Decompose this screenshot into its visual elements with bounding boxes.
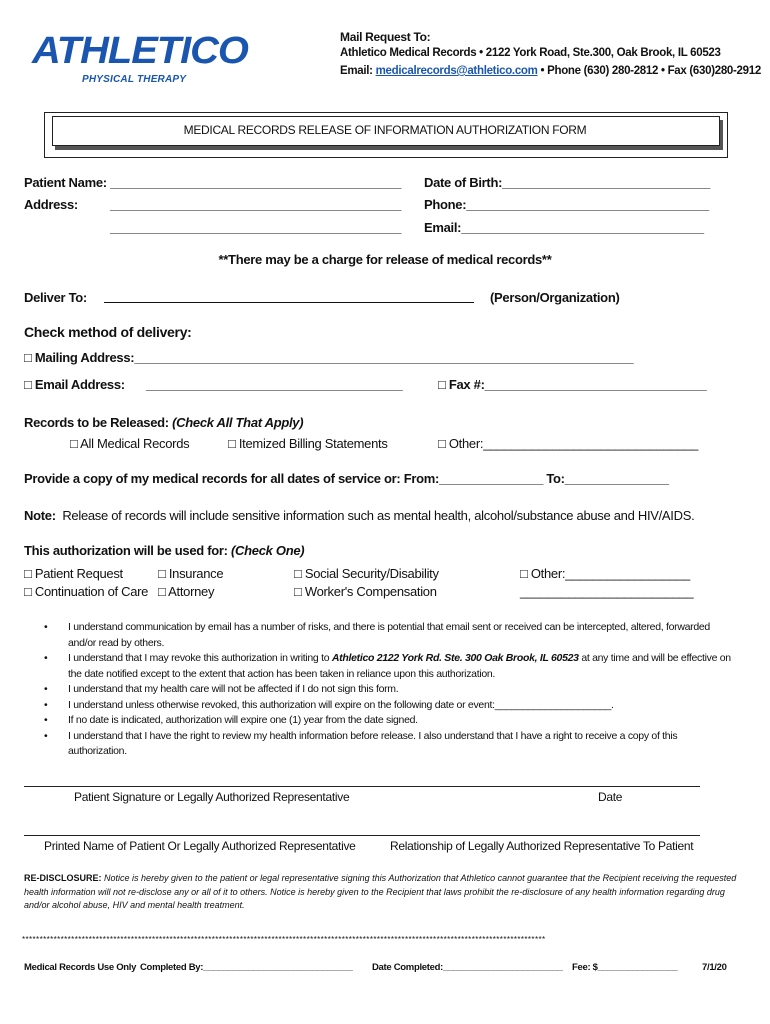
email-address-option[interactable]: □ Email Address: xyxy=(24,377,125,392)
records-heading-text: Records to be Released: xyxy=(24,415,173,430)
list-item: • I understand that I may revoke this authorization in writing to Athletico 2122 York Rd. Ste. 300 Oak Brook, IL 60523 at any time and will be effective on the date notified except to the extent that action has been taken in reliance upon this authorization. xyxy=(44,652,731,680)
use-heading xyxy=(24,543,304,558)
form-version: 7/1/20 xyxy=(702,962,727,973)
bullet-text: If no date is indicated, authorization will expire one (1) year from the date signed. xyxy=(68,714,418,726)
list-item: • I understand that I have the right to review my health information before release. I also understand that I have a right to receive a copy of this authorization. xyxy=(44,729,678,757)
note-text: Release of records will include sensitive information such as mental health, alcohol/substance abuse and HIV/AIDS. xyxy=(62,508,695,523)
bullet-text: I understand that I may revoke this authorization in writing to xyxy=(68,652,332,664)
divider-stars: ***************************************************************************************************************************************************** xyxy=(22,935,546,944)
phone-fax: • Phone (630) 280-2812 • Fax (630)280-2912 xyxy=(537,65,761,77)
records-heading-instruction: (Check All That Apply) xyxy=(172,415,304,430)
mail-address-line: Athletico Medical Records • 2122 York Road, Ste.300, Oak Brook, IL 60523 xyxy=(340,47,721,59)
email-address-field[interactable]: _____________________________________ xyxy=(146,377,403,392)
printed-name-label: Printed Name of Patient Or Legally Authorized Representative xyxy=(44,839,356,853)
all-medical-records-option[interactable]: □ All Medical Records xyxy=(70,436,190,451)
note-label: Note: xyxy=(24,508,56,523)
use-other-option[interactable]: □ Other:__________________ xyxy=(520,566,690,581)
acknowledgement-list xyxy=(44,620,734,760)
bullet-text: I understand that my health care will not be affected if I do not sign this form. xyxy=(68,683,399,695)
deliver-to-field[interactable] xyxy=(104,302,474,303)
delivery-method-heading: Check method of delivery: xyxy=(24,324,192,340)
use-other-field-2[interactable]: _________________________ xyxy=(520,584,694,599)
sensitive-info-note xyxy=(24,508,694,523)
signature-date-label: Date xyxy=(598,790,623,804)
address-label: Address: xyxy=(24,197,78,212)
patient-signature-line[interactable] xyxy=(24,786,700,787)
email-label: Email: xyxy=(340,65,376,77)
bullet-text: I understand communication by email has a number of risks, and there is potential that email sent or received can be intercepted, altered, forwarded and/or read by others. xyxy=(68,621,710,649)
continuation-of-care-option[interactable]: □ Continuation of Care xyxy=(24,584,149,599)
records-heading xyxy=(24,415,303,430)
list-item: • I understand unless otherwise revoked, this authorization will expire on the following date or event:_____________________. xyxy=(44,698,614,711)
list-item: • I understand that my health care will not be affected if I do not sign this form. xyxy=(44,683,399,695)
printed-name-line[interactable] xyxy=(24,835,700,836)
dob-field[interactable]: Date of Birth:______________________________ xyxy=(424,175,711,190)
completed-by-field[interactable]: Completed By:______________________________ xyxy=(140,962,353,973)
patient-email-field[interactable]: Email:___________________________________ xyxy=(424,220,704,235)
social-security-option[interactable]: □ Social Security/Disability xyxy=(294,566,439,581)
patient-name-field[interactable]: Patient Name: __________________________________________ xyxy=(24,175,402,190)
relationship-label: Relationship of Legally Authorized Representative To Patient xyxy=(390,839,694,853)
list-item: • I understand communication by email has a number of risks, and there is potential that email sent or received can be intercepted, altered, forwarded and/or read by others. xyxy=(44,621,710,649)
fax-option[interactable]: □ Fax #:________________________________ xyxy=(438,377,707,392)
redisclosure-notice xyxy=(24,872,738,913)
address-field-1[interactable]: __________________________________________ xyxy=(110,197,402,212)
mailing-address-option[interactable]: □ Mailing Address:________________________________________________________________________ xyxy=(24,350,634,365)
redisclosure-text: Notice is hereby given to the patient or legal representative signing this Authorization that Athletico cannot guarantee that the Recipient receiving the requested health information will not re-disclose any or all of it to others. Notice is hereby given to the Recipient that laws prohibit the re-disclosure of any health information regarding drug and/or alcohol abuse, HIV and mental health treatment. xyxy=(24,873,737,910)
charge-notice: **There may be a charge for release of medical records** xyxy=(218,252,552,267)
logo-subtitle: PHYSICAL THERAPY xyxy=(82,74,187,85)
revocation-address: Athletico 2122 York Rd. Ste. 300 Oak Brook, IL 60523 xyxy=(331,652,579,664)
person-organization-label: (Person/Organization) xyxy=(490,290,620,305)
date-completed-field[interactable]: Date Completed:________________________ xyxy=(372,962,563,973)
dates-of-service-line[interactable]: Provide a copy of my medical records for all dates of service or: From:_______________ To:_______________ xyxy=(24,471,669,486)
office-use-label: Medical Records Use Only xyxy=(24,962,137,973)
bullet-text: at any time and will be effective on the date notified except to the extent that action has been taken in reliance upon this authorization. xyxy=(68,652,731,680)
use-heading-text: This authorization will be used for: xyxy=(24,543,232,558)
bullet-text: I understand that I have the right to review my health information before release. I also understand that I have a right to receive a copy of this authorization. xyxy=(68,729,678,757)
deliver-to-label: Deliver To: xyxy=(24,290,87,305)
mail-request-heading: Mail Request To: xyxy=(340,30,431,44)
records-email-link[interactable]: medicalrecords@athletico.com xyxy=(375,65,538,77)
bullet-text: I understand unless otherwise revoked, this authorization will expire on the following date or event:_____________________. xyxy=(68,698,614,711)
patient-request-option[interactable]: □ Patient Request xyxy=(24,566,123,581)
workers-comp-option[interactable]: □ Worker's Compensation xyxy=(294,584,437,599)
athletico-logo: ATHLETICO xyxy=(32,30,248,72)
patient-signature-label: Patient Signature or Legally Authorized Representative xyxy=(74,790,350,804)
phone-field[interactable]: Phone:___________________________________ xyxy=(424,197,709,212)
form-title: MEDICAL RECORDS RELEASE OF INFORMATION AUTHORIZATION FORM xyxy=(183,123,587,137)
redisclosure-label: RE-DISCLOSURE: xyxy=(24,873,102,883)
list-item: • If no date is indicated, authorization will expire one (1) year from the date signed. xyxy=(44,714,418,726)
contact-line xyxy=(340,65,761,77)
address-field-2[interactable]: __________________________________________ xyxy=(110,220,402,235)
use-heading-instruction: (Check One) xyxy=(231,543,305,558)
attorney-option[interactable]: □ Attorney xyxy=(158,584,215,599)
insurance-option[interactable]: □ Insurance xyxy=(158,566,224,581)
itemized-billing-option[interactable]: □ Itemized Billing Statements xyxy=(228,436,388,451)
fee-field[interactable]: Fee: $________________ xyxy=(572,962,678,973)
records-other-option[interactable]: □ Other:_______________________________ xyxy=(438,436,699,451)
